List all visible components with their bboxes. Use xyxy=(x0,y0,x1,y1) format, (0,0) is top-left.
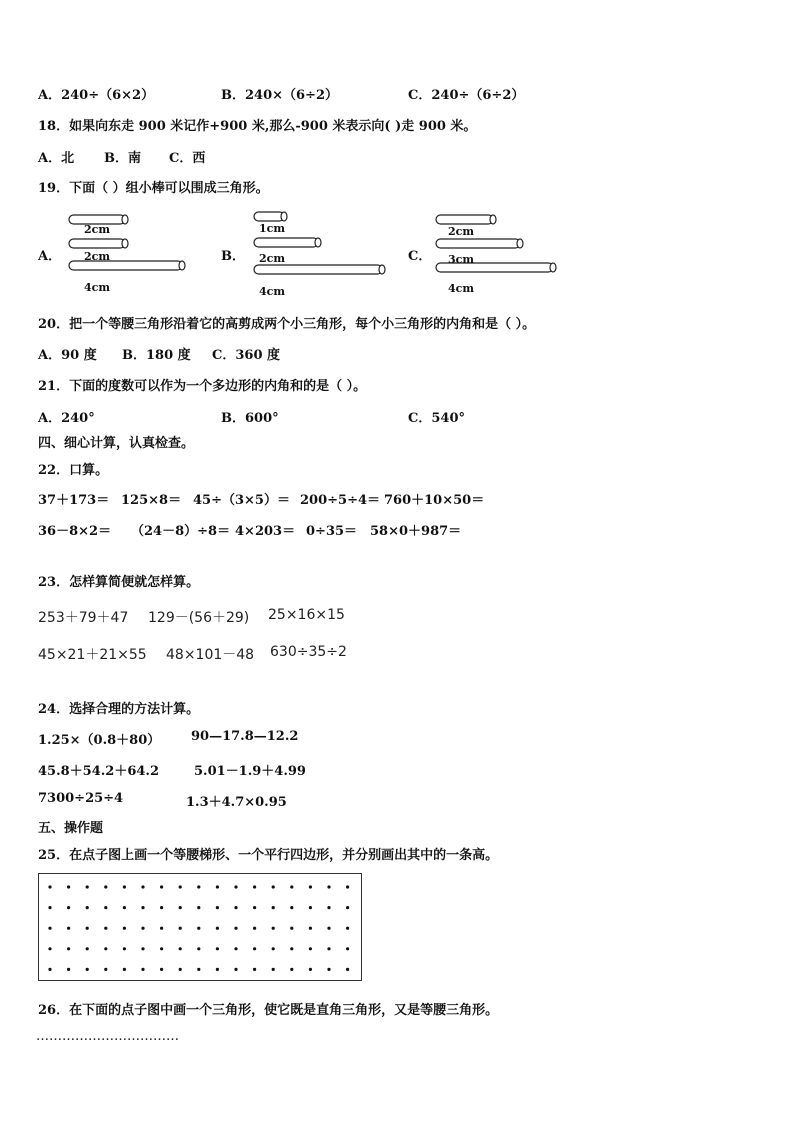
q26-text: 26．在下面的点子图中画一个三角形，使它既是直角三角形，又是等腰三角形。 xyxy=(38,1003,499,1018)
q22-r2-c5: 58×0＋987＝ xyxy=(370,524,462,539)
grid-dot xyxy=(272,947,275,950)
q18-text: 18．如果向东走 900 米记作+900 米,那么-900 米表示向( )走 900 米。 xyxy=(38,119,477,134)
q20-option-b: B．180 度 xyxy=(122,348,191,363)
grid-dot xyxy=(141,968,144,971)
q22-r1-c2: 125×8＝ xyxy=(121,493,182,508)
grid-dot xyxy=(216,968,219,971)
grid-dot xyxy=(67,885,70,888)
grid-dot xyxy=(234,968,237,971)
grid-dot xyxy=(160,885,163,888)
q18-option-b: B．南 xyxy=(104,151,141,166)
grid-dot xyxy=(160,947,163,950)
q24-r2-c1: 45.8＋54.2＋64.2 xyxy=(38,764,159,779)
q21-option-a: A．240° xyxy=(38,411,95,426)
q19-c-label-1: 2cm xyxy=(448,225,474,238)
grid-dot xyxy=(216,906,219,909)
grid-dot xyxy=(48,906,51,909)
section-5-title: 五、操作题 xyxy=(38,821,104,836)
q19-group-c-letter: C． xyxy=(408,249,432,264)
grid-dot xyxy=(179,947,182,950)
grid-dot xyxy=(327,885,330,888)
grid-dot xyxy=(290,968,293,971)
q20-option-c: C．360 度 xyxy=(212,348,281,363)
q24-r3-c1: 7300÷25÷4 xyxy=(38,791,124,806)
grid-dot xyxy=(67,968,70,971)
grid-dot xyxy=(346,885,349,888)
q23-text: 23．怎样算简便就怎样算。 xyxy=(38,575,200,590)
grid-dot xyxy=(141,885,144,888)
grid-dot xyxy=(104,906,107,909)
q17-option-a: A．240÷（6×2） xyxy=(38,88,155,103)
q24-r1-c2: 90—17.8—12.2 xyxy=(191,729,299,744)
q17-option-c: C．240÷（6÷2） xyxy=(408,88,525,103)
grid-dot xyxy=(160,968,163,971)
grid-dot xyxy=(86,947,89,950)
grid-dot xyxy=(86,927,89,930)
grid-dot xyxy=(197,927,200,930)
grid-dot xyxy=(327,968,330,971)
q22-r2-c3: 4×203＝ xyxy=(235,524,296,539)
q19-a-label-2: 2cm xyxy=(84,250,110,263)
grid-dot xyxy=(272,968,275,971)
grid-dot xyxy=(309,968,312,971)
grid-dot xyxy=(179,885,182,888)
q21-option-b: B．600° xyxy=(221,411,279,426)
q25-text: 25．在点子图上画一个等腰梯形、一个平行四边形，并分别画出其中的一条高。 xyxy=(38,848,499,863)
q26-dotted-line: …………………………… xyxy=(36,1029,179,1044)
stick-b1 xyxy=(254,212,284,221)
grid-dot xyxy=(346,927,349,930)
grid-dot xyxy=(141,906,144,909)
grid-dot xyxy=(179,906,182,909)
grid-dot xyxy=(104,927,107,930)
grid-dot xyxy=(253,885,256,888)
grid-dot xyxy=(309,885,312,888)
q19-sticks-figure xyxy=(0,205,794,300)
grid-dot xyxy=(48,927,51,930)
q19-c-label-3: 4cm xyxy=(448,282,474,295)
q24-text: 24．选择合理的方法计算。 xyxy=(38,702,200,717)
grid-dot xyxy=(290,927,293,930)
grid-dot xyxy=(253,906,256,909)
grid-dot xyxy=(253,927,256,930)
q20-option-a: A．90 度 xyxy=(38,348,97,363)
grid-dot xyxy=(160,927,163,930)
grid-dot xyxy=(123,947,126,950)
grid-dot xyxy=(67,906,70,909)
q22-r2-c1: 36－8×2＝ xyxy=(38,524,112,539)
q22-text: 22．口算。 xyxy=(38,463,109,478)
grid-dot xyxy=(123,906,126,909)
q22-r2-c4: 0÷35＝ xyxy=(306,524,358,539)
grid-dot xyxy=(290,947,293,950)
stick-c1 xyxy=(436,215,493,224)
grid-dot xyxy=(48,947,51,950)
q23-r2-c3: 630÷35÷2 xyxy=(270,644,347,660)
q19-group-a-letter: A． xyxy=(38,249,62,264)
stick-c2 xyxy=(436,239,520,248)
stick-a2 xyxy=(69,239,125,248)
grid-dot xyxy=(327,947,330,950)
grid-dot xyxy=(346,968,349,971)
grid-dot xyxy=(234,927,237,930)
q19-a-label-1: 2cm xyxy=(84,223,110,236)
grid-dot xyxy=(197,906,200,909)
grid-dot xyxy=(197,968,200,971)
grid-dot xyxy=(86,906,89,909)
grid-dot xyxy=(197,885,200,888)
grid-dot xyxy=(234,885,237,888)
q24-r1-c1: 1.25×（0.8＋80） xyxy=(38,733,161,748)
q20-text: 20．把一个等腰三角形沿着它的高剪成两个小三角形，每个小三角形的内角和是（ ）。 xyxy=(38,317,536,332)
grid-dot xyxy=(216,947,219,950)
q24-r2-c2: 5.01－1.9＋4.99 xyxy=(194,764,306,779)
grid-dot xyxy=(216,885,219,888)
q23-r1-c2: 129－(56＋29) xyxy=(148,610,250,626)
grid-dot xyxy=(86,885,89,888)
grid-dot xyxy=(123,968,126,971)
q19-a-label-3: 4cm xyxy=(84,281,110,294)
q21-option-c: C．540° xyxy=(408,411,465,426)
grid-dot xyxy=(346,947,349,950)
stick-b2 xyxy=(254,238,318,247)
grid-dot xyxy=(141,947,144,950)
q22-r1-c3: 45÷（3×5）＝ xyxy=(193,493,290,508)
q19-c-label-2: 3cm xyxy=(448,253,474,266)
grid-dot xyxy=(67,947,70,950)
grid-dot xyxy=(48,968,51,971)
grid-dot xyxy=(48,885,51,888)
grid-dot xyxy=(123,885,126,888)
q25-dot-grid[interactable] xyxy=(38,873,362,981)
q23-r1-c3: 25×16×15 xyxy=(268,607,345,623)
grid-dot xyxy=(179,968,182,971)
q22-r1-c1: 37＋173＝ xyxy=(38,493,110,508)
q22-r1-c5: 760＋10×50＝ xyxy=(384,493,485,508)
grid-dot xyxy=(197,947,200,950)
stick-b3 xyxy=(254,265,382,274)
grid-dot xyxy=(290,885,293,888)
q22-r2-c2: （24－8）÷8＝ xyxy=(131,524,231,539)
q19-text: 19．下面（ ）组小棒可以围成三角形。 xyxy=(38,181,269,196)
q17-option-b: B．240×（6÷2） xyxy=(221,88,339,103)
grid-dot xyxy=(309,927,312,930)
grid-dot xyxy=(290,906,293,909)
grid-dot xyxy=(309,947,312,950)
q19-b-label-3: 4cm xyxy=(259,285,285,298)
grid-dot xyxy=(104,968,107,971)
q18-option-c: C．西 xyxy=(169,151,206,166)
q23-r2-c1: 45×21＋21×55 xyxy=(38,647,147,663)
grid-dot xyxy=(216,927,219,930)
grid-dot xyxy=(104,947,107,950)
grid-dot xyxy=(234,906,237,909)
grid-dot xyxy=(272,885,275,888)
grid-dot xyxy=(309,906,312,909)
grid-dot xyxy=(272,906,275,909)
q18-option-a: A．北 xyxy=(38,151,75,166)
grid-dot xyxy=(141,927,144,930)
grid-dot xyxy=(253,947,256,950)
q24-r3-c2: 1.3＋4.7×0.95 xyxy=(186,795,287,810)
grid-dot xyxy=(104,885,107,888)
grid-dot xyxy=(160,906,163,909)
grid-dot xyxy=(253,968,256,971)
grid-dot xyxy=(86,968,89,971)
dot-grid-svg xyxy=(39,874,363,982)
q21-text: 21．下面的度数可以作为一个多边形的内角和的是（ ）。 xyxy=(38,379,367,394)
q23-r2-c2: 48×101－48 xyxy=(166,647,255,663)
grid-dot xyxy=(327,906,330,909)
grid-dot xyxy=(234,947,237,950)
q19-b-label-2: 2cm xyxy=(259,252,285,265)
q19-group-b-letter: B． xyxy=(221,249,245,264)
grid-dot xyxy=(346,906,349,909)
q19-b-label-1: 1cm xyxy=(259,222,285,235)
q22-r1-c4: 200÷5÷4＝ xyxy=(300,493,381,508)
grid-dot xyxy=(327,927,330,930)
grid-dot xyxy=(67,927,70,930)
grid-dot xyxy=(179,927,182,930)
q23-r1-c1: 253＋79＋47 xyxy=(38,610,129,626)
grid-dot xyxy=(272,927,275,930)
section-4-title: 四、细心计算，认真检查。 xyxy=(38,436,195,451)
grid-dot xyxy=(123,927,126,930)
